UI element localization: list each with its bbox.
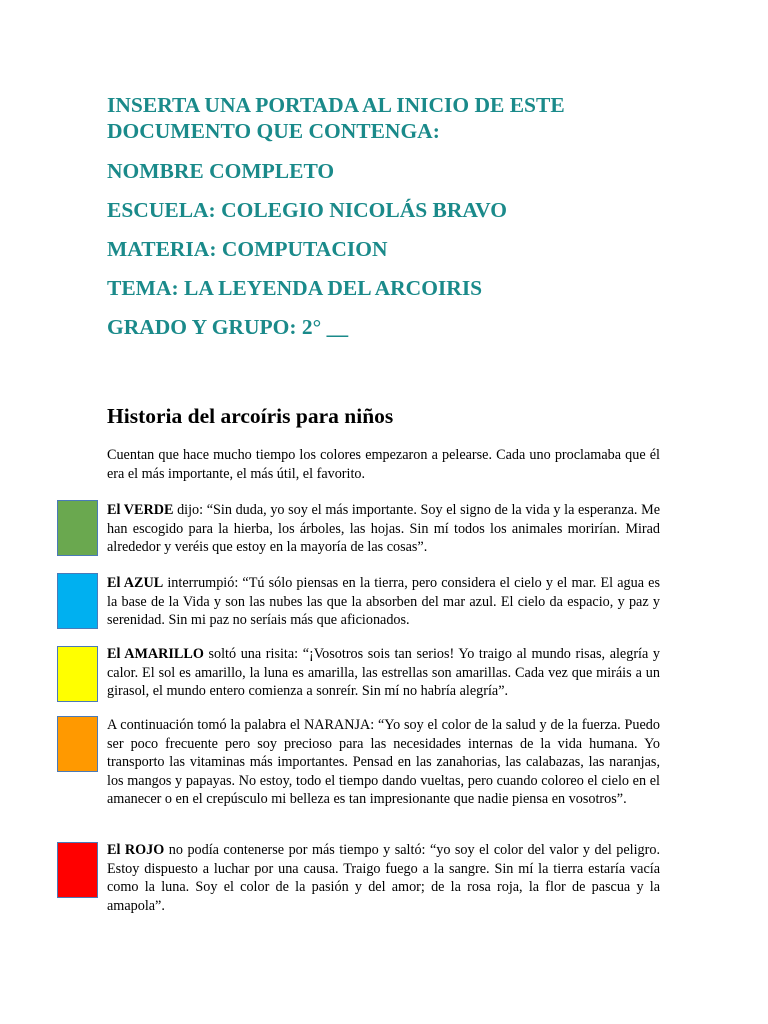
cover-subject: MATERIA: COMPUTACION	[107, 237, 388, 261]
color-name: El AMARILLO	[107, 646, 204, 662]
color-name: El VERDE	[107, 502, 174, 518]
paragraph-text: A continuación tomó la palabra el NARANJA: “Yo soy el color de la salud y de la fuerza. Puedo ser poco frecuente pero soy precioso para las necesidades internas de la vida humana. Yo transporto las vitaminas más importantes. Pensad en las zanahorias, las calabazas, las naranjas, los mangos y papayas. No estoy, todo el tiempo dando vueltas, pero cuando coloreo el cielo en el amanecer o en el crepúsculo mi belleza es tan impresionante que nadie piensa en vosotros”.	[107, 717, 660, 807]
paragraph-red	[107, 841, 660, 915]
color-name: El ROJO	[107, 842, 165, 858]
paragraph-text: interrumpió: “Tú sólo piensas en la tierra, pero considera el cielo y el mar. El agua es la base de la Vida y son las nubes las que la absorben del mar azul. El cielo da espacio, y paz y serenidad. Sin mi paz no seríais más que aficionados.	[107, 575, 660, 628]
cover-school: ESCUELA: COLEGIO NICOLÁS BRAVO	[107, 198, 507, 222]
cover-name: NOMBRE COMPLETO	[107, 159, 335, 183]
paragraph-text: no podía contenerse por más tiempo y saltó: “yo soy el color del valor y del peligro. Estoy dispuesto a luchar por una causa. Traigo fuego a la sangre. Sin mí la tierra estaría vacía como la luna. Soy el color de la pasión y del amor; de la rosa roja, la flor de pascua y la amapola”.	[107, 842, 660, 914]
cover-instructions	[107, 92, 707, 353]
cover-grade: GRADO Y GRUPO: 2° __	[107, 315, 349, 339]
paragraph-orange	[107, 716, 660, 809]
paragraph-text: dijo: “Sin duda, yo soy el más importante. Soy el signo de la vida y la esperanza. Me han escogido para la hierba, los árboles, las hojas. Sin mí todos los animales morirían. Mirad alrededor y veréis que estoy en la mayoría de las cosas”.	[107, 502, 661, 555]
red-swatch	[57, 842, 98, 898]
yellow-swatch	[57, 646, 98, 702]
story-intro: Cuentan que hace mucho tiempo los colores empezaron a pelearse. Cada uno proclamaba que él era el más importante, el más útil, el favorito.	[107, 447, 660, 482]
orange-swatch	[57, 716, 98, 772]
paragraph-blue	[107, 574, 660, 630]
paragraph-text: soltó una risita: “¡Vosotros sois tan serios! Yo traigo al mundo risas, alegría y calor. El sol es amarillo, la luna es amarilla, las estrellas son amarillas. Cada vez que miráis a un girasol, el mundo entero comienza a sonreír. Sin mí no habría alegría”.	[107, 646, 661, 699]
paragraph-yellow	[107, 645, 660, 701]
paragraph-green	[107, 501, 660, 557]
story-title: Historia del arcoíris para niños	[107, 404, 394, 428]
cover-topic: TEMA: LA LEYENDA DEL ARCOIRIS	[107, 276, 483, 300]
blue-swatch	[57, 573, 98, 629]
color-name: El AZUL	[107, 575, 164, 591]
green-swatch	[57, 500, 98, 556]
cover-instruction: INSERTA UNA PORTADA AL INICIO DE ESTE DOCUMENTO QUE CONTENGA:	[107, 93, 565, 143]
